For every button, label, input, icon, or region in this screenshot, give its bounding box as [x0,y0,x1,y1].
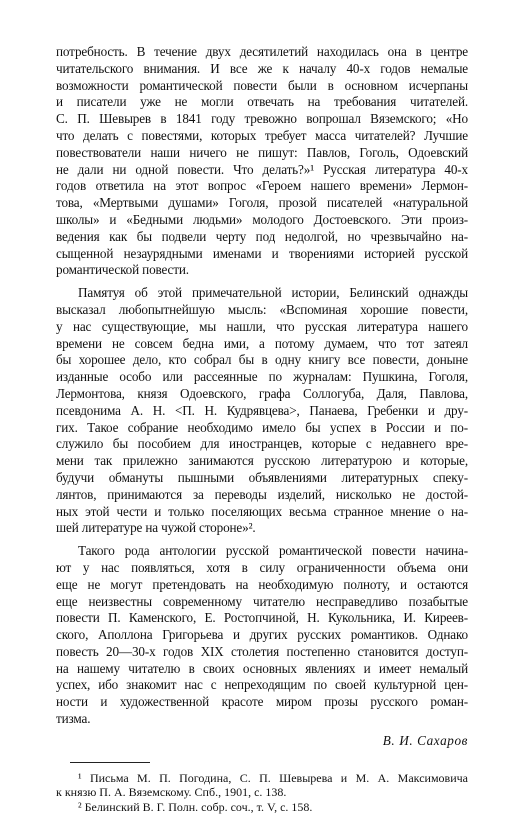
text-line: повествователи наши ничего не пишут: Павлов, Гоголь, Одоевский [56,144,468,160]
text-line: повести П. Каменского, Е. Ростопчиной, Н. Кукольника, И. Киреев- [56,610,468,626]
text-line: не дали ни одной повести. Что делать?»¹ Русская литература 40-х [56,161,468,177]
text-line: годов ответила на этот вопрос «Героем нашего времени» Лермон- [56,178,468,194]
text-line: С. П. Шевырев в 1841 году тревожно вопрошал Вяземского; «Но [56,111,468,127]
text-line: еще неизвестны современному читателю несправедливо позабытые [56,593,468,609]
text-line: ведения как бы подвели черту под недолгой, но чрезвычайно на- [56,228,468,244]
text-line: возможности романтической повести были в основном исчерпаны [56,77,468,93]
paragraph-1 [56,44,468,279]
footnote-line: ² Белинский В. Г. Полн. собр. соч., т. V, с. 158. [78,799,313,814]
text-line: сыщенной незаурядными именами и творениями историей русской [56,245,468,261]
footnote-line: к князю П. А. Вяземскому. Спб., 1901, с. 138. [56,785,287,800]
text-line: и писатели уже не могли отвечать на требования читателей. [56,94,468,110]
text-line: ского, Аполлона Григорьева и других русских романтиков. Однако [56,627,468,643]
text-line: Памятуя об этой примечательной истории, Белинский однажды [78,285,468,301]
text-line: тизма. [56,711,91,727]
text-line: повесть 20—30-х годов XIX столетия постепенно становится доступ- [56,643,468,659]
page-text [56,44,468,814]
text-line: потребность. В течение двух десятилетий находилась она в центре [56,44,468,59]
text-line: романтической повести. [56,262,189,278]
text-line: Такого рода антологии русской романтической повести начина- [78,543,468,559]
text-line: успех, ибо знакомит нас с непреходящим по своей культурной цен- [56,677,468,693]
text-line: школы» и «Бедными людьми» молодого Достоевского. Эти произ- [56,211,468,227]
text-line: мени так прилежно занимаются русскою литературою и которые, [56,453,468,469]
footnote-2 [56,800,468,814]
footnote-1 [56,771,468,800]
text-line: что делать с повестями, которых требует масса читателей? Лучшие [56,127,468,143]
text-line: псевдонима А. Н. <П. Н. Кудрявцева>, Панаева, Гребенки и дру- [56,402,468,418]
text-line: това, «Мертвыми душами» Гоголя, прозой писателей «натуральной [56,195,468,211]
text-line: гих. Такое собрание необходимо имело бы успех в России и по- [56,419,468,435]
text-line: служило бы пособием для иностранцев, которые с недавнего вре- [56,436,468,452]
text-line: еще не могут претендовать на необходимую полноту, и остаются [56,576,468,592]
text-line: ности и художественной красоте миром прозы русского роман- [56,694,468,710]
footnote-divider [70,762,150,763]
footnote-line: ¹ Письма М. П. Погодина, С. П. Шевырева и М. А. Максимовича [78,770,468,785]
text-line: изданные особо или рассеянные по журналам: Пушкина, Гоголя, [56,369,468,385]
text-line: ных этой чести и только поселяющих весьма странное мнение о на- [56,503,468,519]
text-line: шей литературе на чужой стороне»². [56,520,256,536]
paragraph-3 [56,543,468,728]
paragraph-2 [56,285,468,537]
text-line: ют у нас появляться, хотя в силу ограниченности объема они [56,559,468,575]
author-signature: В. И. Сахаров [382,732,468,748]
text-line: на нашему читателю в своих основных явлениях и имеет немалый [56,660,468,676]
text-line: у нас существующие, мы нашли, что русская литература нашего [56,318,468,334]
text-line: будучи обмануты пышными объявлениями литературных спеку- [56,469,468,485]
text-line: читательского внимания. И все же к началу 40-х годов немалые [56,60,468,76]
text-line: бы хорошее дело, кто собрал бы в одну книгу все повести, доныне [56,352,468,368]
text-line: лянтов, принимаются за переводы изделий, нисколько не достой- [56,486,468,502]
text-line: Лермонтова, князя Одоевского, графа Соллогуба, Даля, Павлова, [56,385,468,401]
text-line: высказал любопытнейшую мысль: «Вспоминая хорошие повести, [56,301,468,317]
text-line: времени не совсем бедна ими, а потому думаем, что тот затеял [56,335,468,351]
